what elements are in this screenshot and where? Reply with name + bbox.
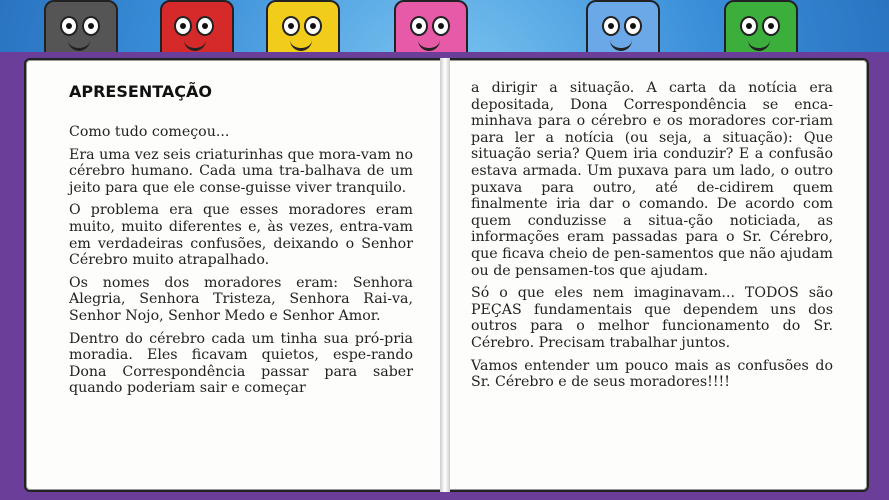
eye-icon (304, 16, 322, 36)
eye-icon (624, 16, 642, 36)
mouth-icon (184, 40, 206, 51)
eye-icon (432, 16, 450, 36)
paragraph: Como tudo começou... (69, 124, 230, 140)
eye-icon (174, 16, 192, 36)
page-heading: APRESENTAÇÃO (69, 82, 212, 101)
paragraph: Era uma vez seis criaturinhas que mora-vam no cérebro humano. Cada uma tra-balhava de um jeito para que ele conse-guisse viver tranquilo. (69, 146, 413, 196)
mouth-icon (418, 40, 440, 51)
eye-icon (762, 16, 780, 36)
eye-icon (60, 16, 78, 36)
right-page-text (471, 80, 833, 397)
paragraph: a dirigir a situação. A carta da notícia era depositada, Dona Correspondência se enca-minhava para o cérebro e os moradores cor-riam para ler a notícia (ou seja, a situação): Que situação seria? Quem iria conduzir? E a confusão estava armada. Um puxava para um lado, o outro puxava para outro, até de-cidirem quem finalmente iria dar o comando. De acordo com quem conduzisse a situa-ção noticiada, as informações eram passadas para o Sr. Cérebro, que ficava cheio de pen-samentos que não ajudam ou de pensamen-tos que ajudam. (471, 80, 833, 279)
paragraph: Vamos entender um pouco mais as confusões do Sr. Cérebro e de seus moradores!!!! (471, 357, 833, 391)
mouth-icon (610, 40, 632, 51)
eye-icon (740, 16, 758, 36)
mouth-icon (748, 40, 770, 51)
paragraph: Só o que eles nem imaginavam... TODOS são PEÇAS fundamentais que dependem uns dos outros para o melhor funcionamento do Sr. Cérebro. Precisam trabalhar juntos. (471, 285, 833, 351)
eye-icon (196, 16, 214, 36)
eye-icon (410, 16, 428, 36)
mouth-icon (290, 40, 312, 51)
book-spine (440, 58, 450, 492)
eye-icon (282, 16, 300, 36)
paragraph: O problema era que esses moradores eram muito, muito diferentes e, às vezes, entra-vam em verdadeiras confusões, deixando o Senhor Cérebro muito atrapalhado. (69, 202, 413, 269)
eye-icon (82, 16, 100, 36)
paragraph: Os nomes dos moradores eram: Senhora Alegria, Senhora Tristeza, Senhora Rai-va, Senhor Nojo, Senhor Medo e Senhor Amor. (69, 274, 413, 324)
paragraph: Dentro do cérebro cada um tinha sua pró-pria moradia. Eles ficavam quietos, espe-rando Dona Correspondência passar para saber quando poderiam sair e começar (69, 330, 413, 397)
left-page-text (69, 124, 413, 403)
eye-icon (602, 16, 620, 36)
mouth-icon (68, 40, 90, 51)
